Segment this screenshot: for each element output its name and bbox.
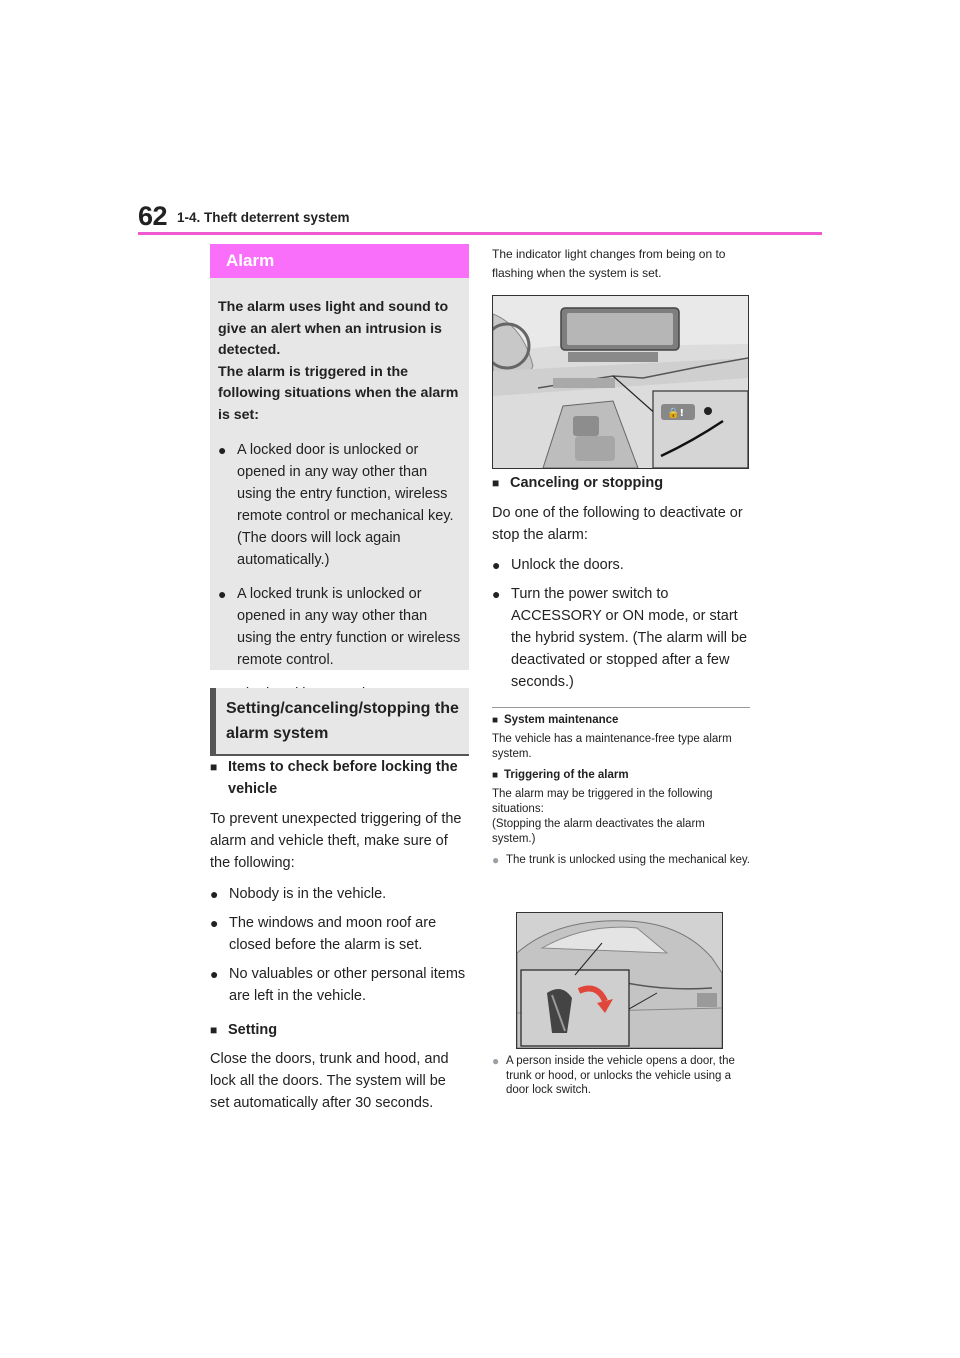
dashboard-illustration — [493, 296, 748, 468]
canceling-intro: Do one of the following to deactivate or stop the alarm: — [492, 505, 743, 543]
triggering-text-1: The alarm may be triggered in the following situations: — [492, 788, 713, 815]
bullet-icon: ● — [492, 853, 500, 867]
notes-block — [492, 713, 750, 868]
alarm-bullet-1: ● A locked door is unlocked or opened in any way other than using the entry function, wireless remote control or mechanical key. (The doors will lock again automatically.) — [218, 439, 461, 571]
square-icon: ■ — [492, 770, 499, 781]
canceling-block — [492, 472, 750, 693]
alarm-intro-1: The alarm uses light and sound to give an alert when an intrusion is detected. — [218, 299, 449, 358]
triggering-bullet-2: ● A person inside the vehicle opens a door, the trunk or hood, or unlocks the vehicle using a door lock switch. — [492, 1054, 735, 1096]
bullet-icon: ● — [492, 586, 501, 602]
items-bullet-2: ● The windows and moon roof are closed before the alarm is set. — [210, 912, 469, 956]
triggering-heading: ■ Triggering of the alarm — [492, 769, 629, 781]
items-check-intro: To prevent unexpected triggering of the alarm and vehicle theft, make sure of the following: — [210, 811, 462, 871]
triggering-text-2: (Stopping the alarm deactivates the alarm system.) — [492, 818, 705, 845]
bullet-icon: ● — [218, 442, 227, 458]
alarm-section-title: Alarm — [210, 244, 469, 278]
bullet-icon: ● — [210, 915, 219, 931]
bullet-icon: ● — [492, 557, 501, 573]
canceling-heading: ■ Canceling or stopping — [492, 472, 750, 494]
setting-text: Close the doors, trunk and hood, and lock all the doors. The system will be set automatically after 30 seconds. — [210, 1051, 449, 1111]
canceling-bullet-1: ● Unlock the doors. — [492, 554, 750, 576]
bullet-icon: ● — [492, 1054, 500, 1068]
trunk-key-illustration — [517, 913, 722, 1048]
page-number: 62 — [138, 201, 168, 231]
setting-section-title: Setting/canceling/stopping the alarm system — [210, 688, 469, 756]
left-body — [210, 756, 469, 1114]
canceling-bullet-2: ● Turn the power switch to ACCESSORY or ON mode, or start the hybrid system. (The alarm will be deactivated or stopped after a few seconds.) — [492, 583, 750, 693]
items-bullet-1: ● Nobody is in the vehicle. — [210, 883, 469, 905]
items-bullet-3: ● No valuables or other personal items are left in the vehicle. — [210, 963, 469, 1007]
alarm-bullet-2: ● A locked trunk is unlocked or opened in any way other than using the entry function or wireless remote control. — [218, 583, 461, 671]
triggering-bullet-1: ● The trunk is unlocked using the mechanical key. — [492, 853, 750, 867]
square-icon: ■ — [492, 476, 500, 490]
dashboard-figure — [492, 295, 749, 469]
trunk-figure — [516, 912, 723, 1049]
items-check-heading: ■ Items to check before locking the vehicle — [210, 756, 469, 800]
indicator-text: The indicator light changes from being on to flashing when the system is set. — [492, 247, 726, 280]
square-icon: ■ — [210, 760, 218, 774]
alarm-intro-2: The alarm is triggered in the following situations when the alarm is set: — [218, 363, 459, 423]
maintenance-text: The vehicle has a maintenance-free type alarm system. — [492, 733, 732, 760]
chapter-title: 1-4. Theft deterrent system — [177, 210, 350, 225]
header-divider — [138, 232, 822, 235]
bullet-icon: ● — [218, 586, 227, 602]
bullet-icon: ● — [210, 886, 219, 902]
bullet-icon: ● — [210, 966, 219, 982]
svg-text:🔒!: 🔒! — [667, 408, 685, 419]
notes-divider — [492, 707, 750, 708]
setting-heading: ■ Setting — [210, 1019, 469, 1041]
square-icon: ■ — [210, 1023, 218, 1037]
square-icon: ■ — [492, 715, 499, 726]
maintenance-heading: ■ System maintenance — [492, 714, 619, 726]
alarm-info-box — [210, 278, 469, 670]
